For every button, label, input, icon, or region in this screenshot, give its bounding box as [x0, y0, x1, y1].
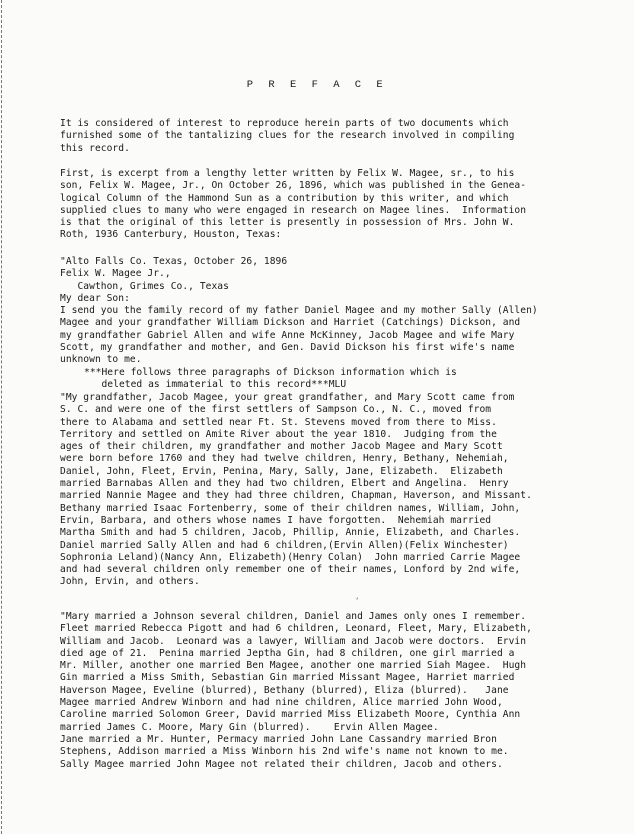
- text-line: this record.: [60, 142, 130, 154]
- text-line: Cawthon, Grimes Co., Texas: [60, 280, 229, 292]
- text-line: Caroline married Solomon Greer, David married Miss Elizabeth Moore, Cynthia Ann: [60, 709, 521, 721]
- text-line: It is considered of interest to reproduce herein parts of two documents which: [60, 118, 509, 129]
- text-line: S. C. and were one of the first settlers of Sampson Co., N. C., moved from: [60, 404, 492, 416]
- text-line: John, Ervin, and others.: [60, 576, 200, 588]
- text-line: Sally Magee married John Magee not related their children, Jacob and others.: [60, 758, 503, 770]
- text-line: Mr. Miller, another one married Ben Magee, another one married Siah Magee. Hugh: [60, 660, 527, 672]
- text-line: First, is excerpt from a lengthy letter written by Felix W. Magee, sr., to his: [60, 168, 515, 179]
- text-line: Ervin, Barbara, and others whose names I have forgotten. Nehemiah married: [60, 514, 492, 526]
- text-line: I send you the family record of my father Daniel Magee and my mother Sally (Allen): [60, 305, 538, 317]
- text-line: My dear Son:: [60, 292, 130, 304]
- text-line: Felix W. Magee Jr.,: [60, 268, 171, 280]
- text-line: son, Felix W. Magee, Jr., On October 26, 1896, which was published in the Genea-: [60, 180, 527, 192]
- text-line: "My grandfather, Jacob Magee, your great grandfather, and Mary Scott came from: [60, 392, 515, 403]
- page-title: P R E F A C E: [246, 79, 388, 91]
- intro-paragraph: [60, 118, 620, 155]
- letter-body-paragraph: [60, 392, 620, 589]
- text-line: married James C. Moore, Mary Gin (blurred). Ervin Allen Magee.: [60, 721, 439, 733]
- text-line: Magee married Andrew Winborn and had nine children, Alice married John Wood,: [60, 697, 503, 709]
- text-line: Sophronia Leland)(Nancy Ann, Elizabeth)(Henry Colan) John married Carrie Magee: [60, 551, 521, 563]
- text-line: Daniel, John, Fleet, Ervin, Penina, Mary, Sally, Jane, Elizabeth. Elizabeth: [60, 465, 503, 477]
- text-line: were born before 1760 and they had twelve children, Henry, Bethany, Nehemiah,: [60, 453, 509, 465]
- text-line: Gin married a Miss Smith, Sebastian Gin married Missant Magee, Harriet married: [60, 672, 515, 684]
- text-line: married Barnabas Allen and they had two children, Elbert and Angelina. Henry: [60, 478, 509, 490]
- editor-note: [60, 367, 634, 392]
- text-line: is that the original of this letter is presently in possession of Mrs. John W.: [60, 217, 515, 229]
- text-line: furnished some of the tantalizing clues for the research involved in compiling: [60, 130, 515, 142]
- text-line: unknown to me.: [60, 354, 142, 366]
- text-line: my grandfather Gabriel Allen and wife Anne McKinney, Jacob Magee and wife Mary: [60, 329, 515, 341]
- text-line: Bethany married Isaac Fortenberry, some of their children names, William, John,: [60, 502, 521, 514]
- text-line: there to Alabama and settled near Ft. St. Stevens moved from there to Miss.: [60, 416, 497, 428]
- text-line: Stephens, Addison married a Miss Winborn his 2nd wife's name not known to me.: [60, 746, 509, 758]
- text-line: deleted as immaterial to this record***MLU: [84, 379, 347, 391]
- text-line: and had several children only remember one of their names, Lonford by 2nd wife,: [60, 564, 521, 576]
- stray-mark: ‘: [355, 597, 360, 605]
- text-line: "Mary married a Johnson several children, Daniel and James only ones I remember.: [60, 611, 527, 622]
- text-line: ***Here follows three paragraphs of Dickson information which is: [84, 367, 457, 378]
- text-line: supplied clues to many who were engaged in research on Magee lines. Information: [60, 204, 527, 216]
- text-line: Haverson Magee, Eveline (blurred), Bethany (blurred), Eliza (blurred). Jane: [60, 684, 509, 696]
- text-line: Roth, 1936 Canterbury, Houston, Texas:: [60, 229, 282, 241]
- text-line: Magee and your grandfather William Dickson and Harriet (Catchings) Dickson, and: [60, 317, 521, 329]
- text-line: Daniel married Sally Allen and had 6 children,(Ervin Allen)(Felix Winchester): [60, 539, 509, 551]
- text-line: logical Column of the Hammond Sun as a contribution by this writer, and which: [60, 192, 509, 204]
- text-line: ages of their children, my grandfather and mother Jacob Magee and Mary Scott: [60, 441, 503, 453]
- text-line: William and Jacob. Leonard was a lawyer, William and Jacob were doctors. Ervin: [60, 635, 527, 647]
- text-line: Scott, my grandfather and mother, and Gen. David Dickson his first wife's name: [60, 342, 515, 354]
- letter-heading: [60, 256, 620, 367]
- text-line: "Alto Falls Co. Texas, October 26, 1896: [60, 256, 288, 267]
- letter-continuation-paragraph: [60, 611, 620, 771]
- text-line: Jane married a Mr. Hunter, Permacy married John Lane Cassandry married Bron: [60, 733, 497, 745]
- left-margin-rule: [1, 0, 3, 834]
- text-line: died age of 21. Penina married Jeptha Gin, had 8 children, one girl married a: [60, 647, 515, 659]
- first-excerpt-paragraph: [60, 168, 620, 242]
- text-line: Martha Smith and had 5 children, Jacob, Phillip, Annie, Elizabeth, and Charles.: [60, 527, 521, 539]
- text-line: Fleet married Rebecca Pigott and had 6 children, Leonard, Fleet, Mary, Elizabeth,: [60, 623, 532, 635]
- text-line: married Nannie Magee and they had three children, Chapman, Haverson, and Missant.: [60, 490, 532, 502]
- text-line: Territory and settled on Amite River about the year 1810. Judging from the: [60, 428, 497, 440]
